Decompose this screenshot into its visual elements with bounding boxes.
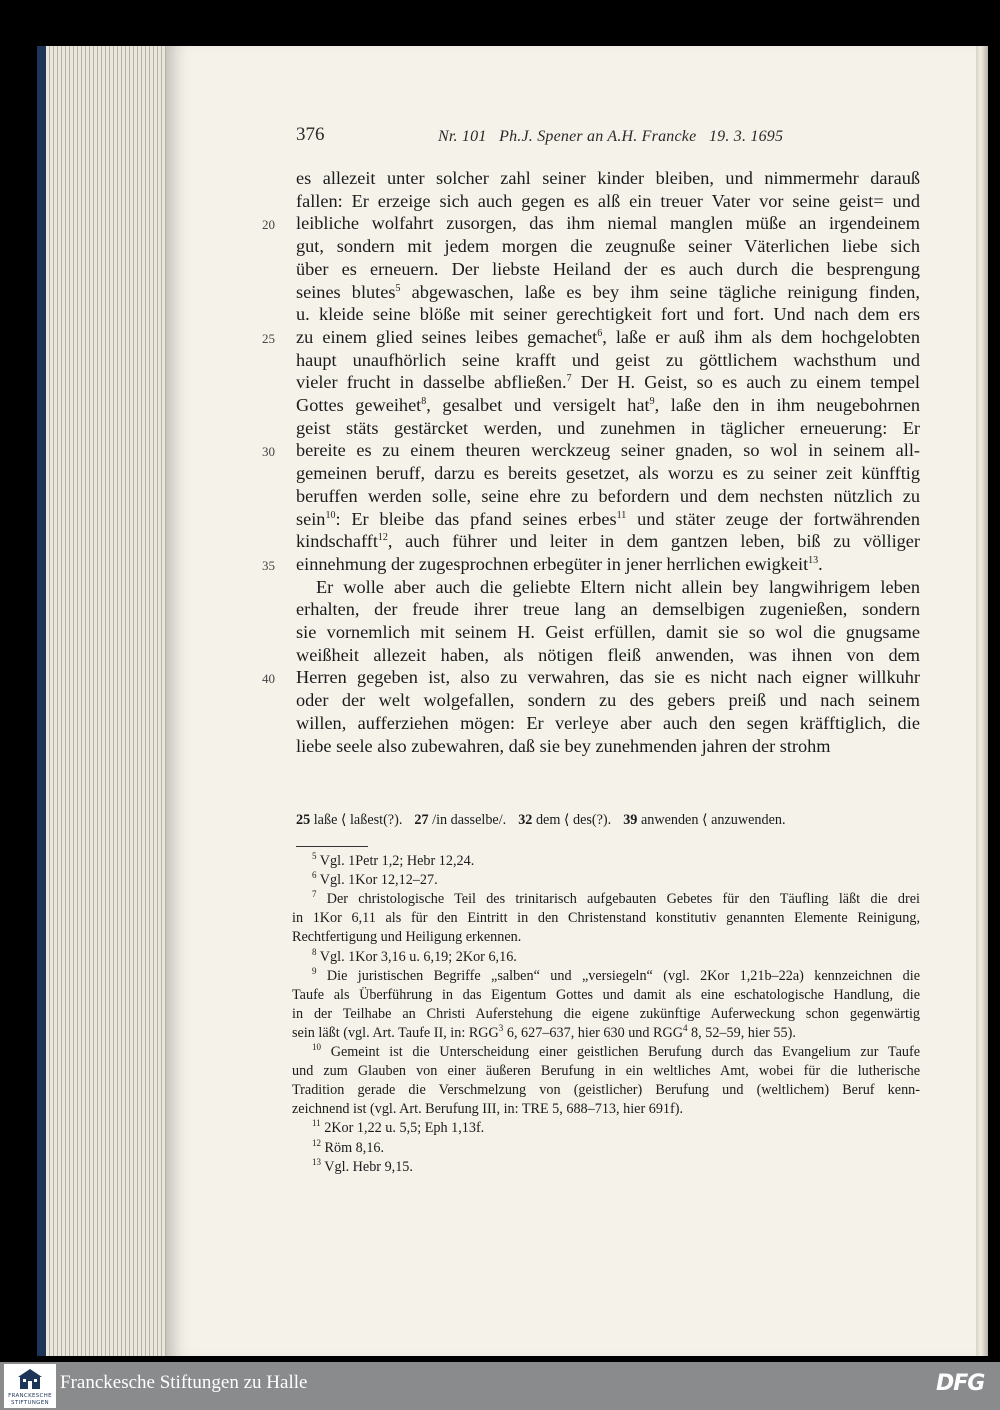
footnote-marker: 6 xyxy=(597,327,603,339)
text-line: oder der welt wolgefallen, sondern zu des gebers preiß und nach seinem xyxy=(296,690,920,711)
footnote-line: $^7$ Der christologische Teil des trinitarisch aufgebauten Gebetes für den Täufling läßt die drei xyxy=(312,889,920,908)
text-line: fallen: Er erzeige sich auch gegen es alß ein treuer Vater vor seine geist= und xyxy=(296,190,920,211)
line-number: 35 xyxy=(262,557,275,573)
logo-text-line2: STIFTUNGEN xyxy=(11,1400,49,1406)
footnote-marker: 9 xyxy=(649,396,655,407)
footnote-marker: 12 xyxy=(377,532,388,544)
footnote-marker: 3 xyxy=(498,1022,504,1033)
text-line: bereite es zu einem theuren werckzeug seiner gnaden, so wol in seinem all- xyxy=(296,440,920,461)
text-line: liebe seele also zubewahren, daß sie bey zunehmenden jahren der strohm xyxy=(296,735,831,756)
text-line: Gottes geweihet$^8$, gesalbet und versigelt hat$^9$, laße den in ihm neugebohrnen xyxy=(296,395,920,415)
text-line: u. kleide seine blöße mit seiner gerechtigkeit fort und fort. Und nach dem ers xyxy=(296,304,920,325)
text-line: geist stäts gestärcket werden, und zunehmen in täglicher erneuerung: Er xyxy=(296,417,920,438)
footnote-line: $^9$ Die juristischen Begriffe „salben“ und „versiegeln“ (vgl. 2Kor 1,21b–22a) kennzeichnen die xyxy=(312,965,920,984)
footnote-line: zeichnend ist (vgl. Art. Berufung III, in: TRE 5, 688–713, hier 691f). xyxy=(292,1101,684,1118)
apparatus-entry: 32 dem ⟨ des(?). xyxy=(518,812,612,828)
footnote-marker: 7 xyxy=(312,889,317,900)
page-number: 376 xyxy=(296,124,325,145)
critical-apparatus xyxy=(296,812,936,834)
footnote-marker: 4 xyxy=(683,1022,688,1033)
footnote-marker: 11 xyxy=(616,509,627,521)
footnote-line: $^{12}$ Röm 8,16. xyxy=(312,1137,385,1156)
apparatus-entry: 25 laße ⟨ laßest(?). xyxy=(296,812,403,828)
apparatus-entry: 39 anwenden ⟨ anzuwenden. xyxy=(623,812,786,828)
text-line: Herren gegeben ist, also zu verwahren, das sie es nicht nach eigner willkuhr xyxy=(296,667,920,688)
text-line: gemeinen beruff, darzu es bereits gesetzet, als worzu es zu seiner zeit künfftig xyxy=(296,463,920,484)
footnote-line: $^{10}$ Gemeint ist die Unterscheidung einer geistlichen Berufung durch das Evangelium zur Taufe xyxy=(312,1042,920,1060)
text-line: über es erneuern. Der liebste Heiland der es auch durch die besprengung xyxy=(296,258,920,279)
apparatus-line-ref: 32 xyxy=(518,812,533,828)
dfg-logo[interactable]: DFG xyxy=(936,1371,985,1396)
footnote-marker: 11 xyxy=(312,1118,321,1129)
text-line: willen, aufferziehen mögen: Er verleye aber auch den segen kräfftiglich, die xyxy=(296,712,920,733)
footnote-line: in 1Kor 6,11 als für den Eintritt in den Christenstand konstitutiv genannten Elemente Reinigung, xyxy=(292,910,920,927)
footnote-marker: 10 xyxy=(325,509,336,521)
running-head: Nr. 101 Ph.J. Spener an A.H. Francke 19. 3. 1695 xyxy=(438,128,784,145)
line-number: 30 xyxy=(262,444,275,460)
page-right-edge xyxy=(976,46,988,1356)
footnote-marker: 13 xyxy=(808,554,819,566)
footnote-marker: 8 xyxy=(312,946,317,957)
footnote-line: $^6$ Vgl. 1Kor 12,12–27. xyxy=(312,870,438,889)
footnote-rule xyxy=(296,846,368,847)
footnote-marker: 12 xyxy=(312,1137,321,1148)
text-line: vieler frucht in dasselbe abfließen.$^7$ Der H. Geist, so es auch zu einem tempel xyxy=(296,372,921,393)
apparatus-line-ref: 27 xyxy=(414,812,429,828)
text-line: zu einem glied seines leibes gemachet$^6$, laße er auß ihm als dem hochgelobten xyxy=(296,326,920,347)
footnote-marker: 13 xyxy=(312,1156,321,1167)
text-line: seines blutes$^5$ abgewaschen, laße es bey ihm seine tägliche reinigung finden, xyxy=(296,281,920,302)
text-line: erhalten, der freude ihrer treue lang an demselbigen zugenießen, sondern xyxy=(296,599,920,620)
footnote-line: und zum Glauben von einer äußeren Berufung in ein weltliches Amt, wobei für die lutherische xyxy=(292,1063,920,1080)
footnote-marker: 5 xyxy=(312,851,317,861)
building-icon xyxy=(17,1368,43,1390)
apparatus-entry: 27 /in dasselbe/. xyxy=(414,812,507,828)
footnote-line: Rechtfertigung und Heiligung erkennen. xyxy=(292,929,522,946)
footnote-marker: 7 xyxy=(566,373,572,385)
line-number: 25 xyxy=(262,330,275,346)
text-line: leibliche wolfahrt zusorgen, das ihm niemal manglen müße an irgendeinem xyxy=(296,213,920,234)
logo-text-line1: FRANCKESCHE xyxy=(8,1393,52,1399)
footnote-line: $^{11}$ 2Kor 1,22 u. 5,5; Eph 1,13f. xyxy=(312,1118,485,1137)
footnote-marker: 10 xyxy=(312,1042,321,1052)
footnote-line: $^{13}$ Vgl. Hebr 9,15. xyxy=(312,1156,413,1175)
text-line: kindschafft$^{12}$, auch führer und leiter in dem gantzen leben, biß zu völliger xyxy=(296,531,920,552)
footnote-line: in der Teilhabe an Christi Auferstehung die eigene zukünftige Auferweckung schon gegenwärtig xyxy=(292,1005,920,1022)
line-number: 20 xyxy=(262,217,275,233)
apparatus-line-ref: 25 xyxy=(296,812,311,828)
text-line: gut, sondern mit jedem morgen die zeugnuße seiner Väterlichen liebe sich xyxy=(296,236,920,257)
footnote-marker: 6 xyxy=(312,870,317,881)
footnote-marker: 9 xyxy=(312,965,317,976)
text-line: haupt unaufhörlich seine krafft und geist zu göttlichem wachsthum und xyxy=(296,349,920,370)
footnote-line: Taufe als Überführung in das Eigentum Gottes und damit als eine eschatologische Handlung, die xyxy=(292,986,920,1003)
footnote-line: $^5$ Vgl. 1Petr 1,2; Hebr 12,24. xyxy=(312,851,475,869)
apparatus-line-ref: 39 xyxy=(623,812,638,828)
footnote-line: $^8$ Vgl. 1Kor 3,16 u. 6,19; 2Kor 6,16. xyxy=(312,946,517,965)
text-line: weißheit allezeit haben, als nötigen fleiß anwenden, was ihnen von dem xyxy=(296,644,920,665)
page-edges xyxy=(46,46,166,1356)
text-line: einnehmung der zugesprochnen erbegüter in jener herrlichen ewigkeit$^{13}$. xyxy=(296,553,823,574)
franckesche-stiftungen-logo[interactable] xyxy=(4,1364,56,1408)
line-number: 40 xyxy=(262,671,275,687)
text-line: Er wolle aber auch die geliebte Eltern nicht allein bey langwihrigem leben xyxy=(316,576,920,597)
footnote-marker: 8 xyxy=(421,396,427,407)
text-line: sie vornemlich mit seinem H. Geist erfüllen, damit sie so wol die gnugsame xyxy=(296,622,920,642)
text-line: sein$^{10}$: Er bleibe das pfand seines erbes$^{11}$ und stäter zeuge der fortwährenden xyxy=(296,508,920,529)
footnote-marker: 5 xyxy=(395,282,401,294)
footnote-line: sein läßt (vgl. Art. Taufe II, in: RGG$^3$ 6, 627–637, hier 630 und RGG$^4$ 8, 52–59, hier 55). xyxy=(292,1022,796,1041)
text-line: es allezeit unter solcher zahl seiner kinder bleiben, und nimmermehr darauß xyxy=(296,168,920,188)
footer-title: Franckesche Stiftungen zu Halle xyxy=(60,1372,308,1393)
footnote-line: Tradition gerade die Verschmelzung von (geistlicher) Berufung und (weltlichem) Beruf kenn- xyxy=(292,1082,920,1099)
text-line: beruffen werden solle, seine ehre zu befordern und dem nechsten nützlich zu xyxy=(296,485,920,506)
